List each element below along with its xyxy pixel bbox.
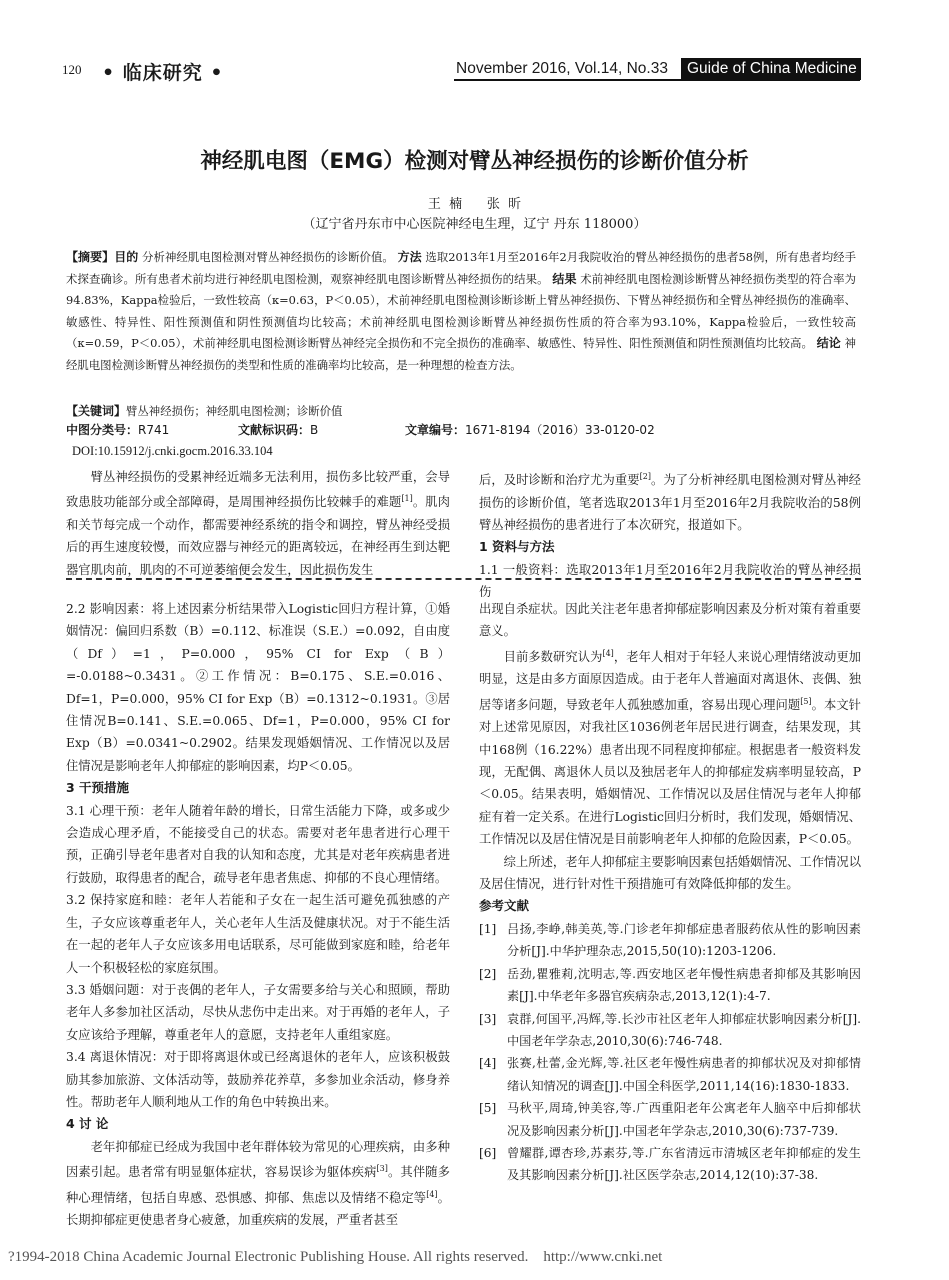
document-code: 文献标识码：B (238, 423, 319, 437)
conclusion-text: 神经肌电图检测诊断臂丛神经损伤的类型和性质的准确率均比较高，是一种理想的检查方法。 (66, 336, 856, 372)
clc-number: 中图分类号：R741 (66, 423, 170, 437)
result-label: 结果 (552, 271, 577, 286)
paragraph-3-3: 3.3 婚姻问题：对于丧偶的老年人，子女需要多给与关心和照顾，帮助老年人多参加社区活动，尽快从悲伤中走出来。对于再婚的老年人，子女应该给予理解，尊重老年人的意愿，支持老年人重组家庭。 (66, 982, 450, 1042)
conclusion-label: 结论 (816, 336, 841, 351)
paragraph-2-2: 2.2 影响因素：将上述因素分析结果带入Logistic回归方程计算，①婚姻情况：偏回归系数（B）=0.112、标准误（S.E.）=0.092，自由度（Df）=1，P=0.000，95% CI for Exp（B）=-0.0188~0.3431。②工作情况：B=0.175、S.E.=0.016、Df=1，P=0.000，95% CI for Exp（B）=0.1312~0.1931。③居住情况B=0.141、S.E.=0.065、Df=1，P=0.000，95% CI for Exp（B）=0.0341~0.2902。结果发现婚姻情况、工作情况以及居住情况是影响老年人抑郁症的影响因素，均P＜0.05。 (66, 602, 450, 773)
paragraph-3-1: 3.1 心理干预：老年人随着年龄的增长，日常生活能力下降，或多或少会造成心理矛盾，不能接受自己的状态。需要对老年患者进行心理干预，正确引导老年患者对自我的认知和态度，尤其是对老年疾病患者进行鼓励，取得患者的配合，疏导老年患者焦虑、抑郁的不良心理情绪。 (66, 803, 450, 885)
method-label: 方法 (397, 250, 422, 264)
discussion-paragraph: 老年抑郁症已经成为我国中老年群体较为常见的心理疾病，由多种因素引起。患者常有明显躯体症状，容易误诊为躯体疾病[3]。其伴随多种心理情绪，包括自卑感、恐惧感、抑郁、焦虑以及情绪不稳定等[4]。长期抑郁症更使患者身心疲惫，加重疾病的发展，严重者甚至 (66, 1139, 450, 1228)
journal-name: Guide of China Medicine (681, 58, 861, 80)
affiliation: （辽宁省丹东市中心医院神经电生理，辽宁 丹东 118000） (302, 217, 647, 232)
section-heading-3: 3 干预措施 (66, 780, 130, 796)
intro-left-column (66, 466, 450, 581)
references-heading: 参考文献 (479, 898, 530, 914)
keywords (66, 401, 856, 421)
section-heading-1: 1 资料与方法 (479, 539, 555, 555)
reference-item: [3] 袁群,何国平,冯辉,等.长沙市社区老年人抑郁症状影响因素分析[J].中国老年学杂志,2010,30(6):746-748. (479, 1011, 861, 1048)
discussion-continued: 出现自杀症状。因此关注老年患者抑郁症影响因素及分析对策有着重要意义。 (479, 602, 861, 639)
copyright-footer: ?1994-2018 China Academic Journal Electronic Publishing House. All rights reserved. http://www.cnki.net (8, 1249, 663, 1265)
doi: DOI:10.15912/j.cnki.gocm.2016.33.104 (72, 444, 273, 458)
page-number: 120 (62, 62, 82, 77)
reference-item: [4] 张赛,杜蕾,金光辉,等.社区老年慢性病患者的抑郁状况及对抑郁情绪认知情况的调查[J].中国全科医学,2011,14(16):1830-1833. (479, 1056, 861, 1093)
result-text: 术前神经肌电图检测诊断臂丛神经损伤类型的符合率为94.83%，Kappa检验后，一致性较高（κ=0.63，P＜0.05），术前神经肌电图检测诊断诊断上臂丛神经损伤、下臂丛神经损伤和全臂丛神经损伤的准确率、敏感性、特异性、阳性预测值和阴性预测值均比较高；术前神经肌电图检测诊断臂丛神经损伤性质的符合率为93.10%，Kappa检验后，一致性较高（κ=0.59，P＜0.05），术前神经肌电图检测诊断臂丛神经完全损伤和不完全损伤的准确率、敏感性、特异性、阳性预测值和阴性预测值均比较高。 (66, 271, 856, 351)
keywords-label: 【关键词】 (66, 404, 127, 418)
objective-text: 分析神经肌电图检测对臂丛神经损伤的诊断价值。 (142, 250, 394, 264)
reference-list (479, 918, 861, 1187)
intro-paragraph: 臂丛神经损伤的受累神经近端多无法利用，损伤多比较严重，会导致患肢功能部分或全部障碍，是周围神经损伤比较棘手的难题[1]。肌肉和关节每完成一个动作，都需要神经系统的指令和调控，臂丛神经受损后的再生速度较慢，而效应器与神经元的距离较远，在神经再生到达靶器官肌肉前，肌肉的不可逆萎缩便会发生，因此损伤发生 (66, 470, 450, 577)
paragraph-3-2: 3.2 保持家庭和睦：老年人若能和子女在一起生活可避免孤独感的产生，子女应该尊重老年人，关心老年人生活及健康状况。对于不能生活在一起的老年人子女应该多用电话联系，尽可能做到家庭和睦，给老年人一个积极轻松的家庭氛围。 (66, 893, 450, 975)
lower-right-column (479, 598, 861, 1187)
objective-label: 目的 (114, 250, 139, 264)
lower-left-column (66, 598, 450, 1232)
subsection-1-1: 1.1 一般资料：选取2013年1月至2016年2月我院收治的臂丛神经损伤 (479, 562, 861, 600)
abstract (66, 247, 856, 377)
authors: 王 楠 张 昕 (427, 197, 522, 212)
discussion-paragraph-2: 目前多数研究认为[4]，老年人相对于年轻人来说心理情绪波动更加明显，这是由多方面原因造成。由于老年人普遍面对离退休、丧偶、独居等诸多问题，导致老年人孤独感加重，容易出现心理问题[5]。本文针对上述常见原因，对我社区1036例老年居民进行调查，结果发现，其中168例（16.22%）患者出现不同程度抑郁症。根据患者一般资料发现，无配偶、离退休人员以及独居老年人的抑郁症发病率明显较高，P＜0.05。结果表明，婚姻情况、工作情况以及居住情况与老年人抑郁症有着一定关系。在进行Logistic回归分析时，我们发现，婚姻情况、工作情况以及居住情况是目前影响老年人抑郁的危险因素，P＜0.05。 (479, 648, 861, 847)
method-text: 选取2013年1月至2016年2月我院收治的臂丛神经损伤的患者58例，所有患者均经手术探查确诊。所有患者术前均进行神经肌电图检测，观察神经肌电图诊断臂丛神经损伤的结果。 (66, 250, 856, 286)
section-heading-4: 4 讨 论 (66, 1116, 109, 1132)
page-splice-divider (66, 578, 861, 580)
article-title: 神经肌电图（EMG）检测对臂丛神经损伤的诊断价值分析 (200, 149, 749, 174)
reference-item: [2] 岳劲,瞿雅莉,沈明志,等.西安地区老年慢性病患者抑郁及其影响因素[J].中华老年多器官疾病杂志,2013,12(1):4-7. (479, 966, 861, 1004)
discussion-summary: 综上所述，老年人抑郁症主要影响因素包括婚姻情况、工作情况以及居住情况，进行针对性干预措施可有效降低抑郁的发生。 (479, 854, 861, 892)
intro-paragraph-continued: 后，及时诊断和治疗尤为重要[2]。为了分析神经肌电图检测对臂丛神经损伤的诊断价值，笔者选取2013年1月至2016年2月我院收治的58例臂丛神经损伤的患者进行了本次研究，报道如下。 (479, 472, 861, 532)
abstract-label: 【摘要】 (66, 250, 115, 264)
reference-item: [1] 吕扬,李峥,韩美英,等.门诊老年抑郁症患者服药依从性的影响因素分析[J].中华护理杂志,2015,50(10):1203-1206. (479, 921, 861, 959)
reference-item: [6] 曾耀群,谭杏珍,苏素芬,等.广东省清远市清城区老年抑郁症的发生及其影响因素分析[J].社区医学杂志,2014,12(10):37-38. (479, 1145, 861, 1183)
keywords-text: 臂丛神经损伤；神经肌电图检测；诊断价值 (126, 404, 343, 418)
paragraph-3-4: 3.4 离退休情况：对于即将离退休或已经离退休的老年人，应该积极鼓励其参加旅游、文体活动等，鼓励养花养草，多参加业余活动，修身养性。帮助老年人顺利地从工作的角色中转换出来。 (66, 1050, 450, 1109)
header-rule (454, 79, 860, 81)
article-number: 文章编号：1671-8194（2016）33-0120-02 (405, 423, 655, 437)
intro-right-column (479, 466, 861, 604)
reference-item: [5] 马秋平,周琦,钟美容,等.广西重阳老年公寓老年人脑卒中后抑郁状况及影响因素分析[J].中国老年学杂志,2010,30(6):737-739. (479, 1101, 861, 1138)
section-label: • 临床研究 • (102, 62, 224, 84)
journal-issue: November 2016, Vol.14, No.33 (456, 60, 668, 77)
